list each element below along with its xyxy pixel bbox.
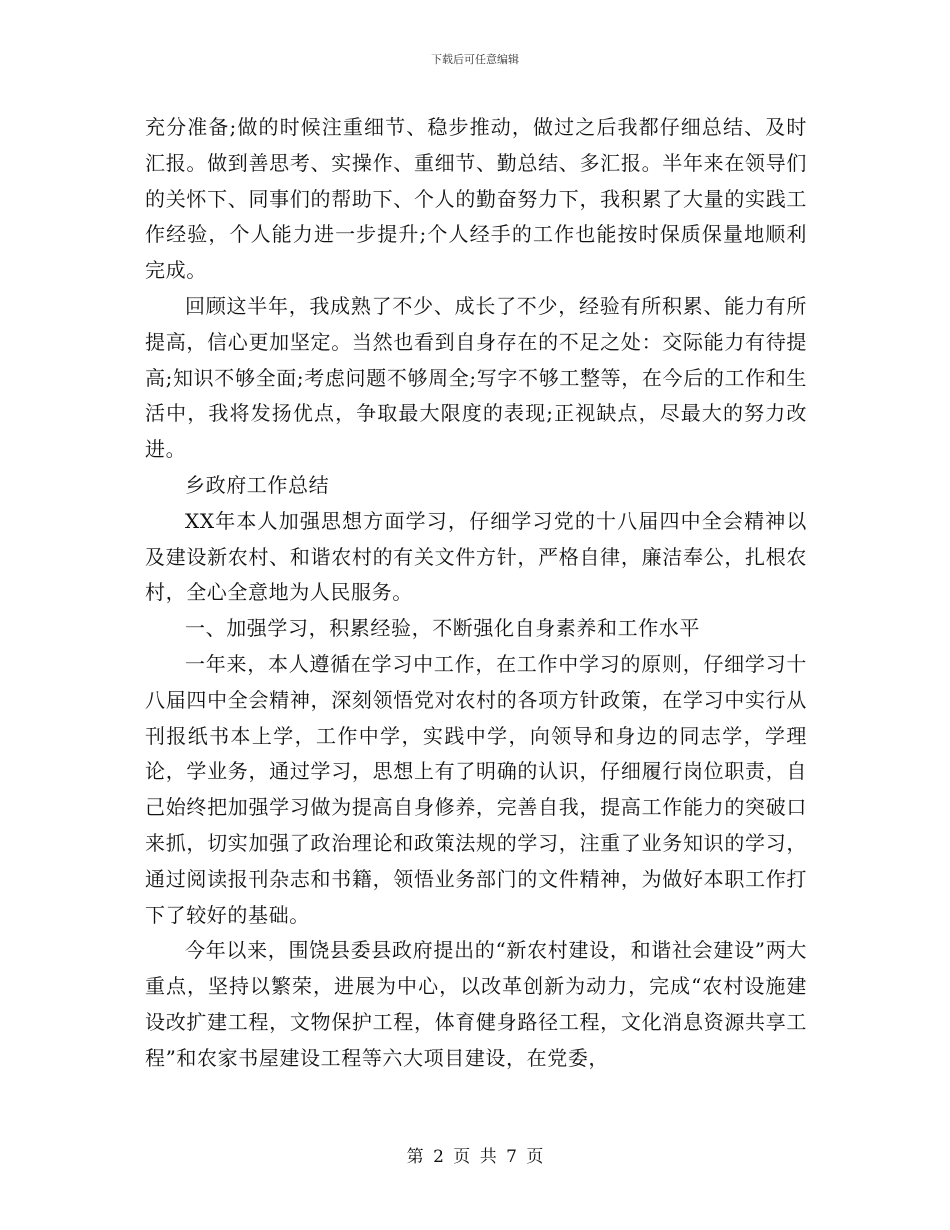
section-heading-1: 一、加强学习，积累经验，不断强化自身素养和工作水平 (185, 616, 700, 641)
paragraph-study: 一年来，本人遵循在学习中工作，在工作中学习的原则，仔细学习十八届四中全会精神，深刻领悟党对农村的各项方针政策，在学习中实行从刊报纸书本上学，工作中学，实践中学，向领导和身边的同志学，学理论，学业务，通过学习，思想上有了明确的认识，仔细履行岗位职责，自己始终把加强学习做为提高自身修养，完善自我，提高工作能力的突破口来抓，切实加强了政治理论和政策法规的学习，注重了业务知识的学习，通过阅读报刊杂志和书籍，领悟业务部门的文件精神，为做好本职工作打下了较好的基础。 (145, 651, 807, 927)
paragraph-review: 回顾这半年，我成熟了不少、成长了不少，经验有所积累、能力有所提高，信心更加坚定。当然也看到自身存在的不足之处：交际能力有待提高;知识不够全面;考虑问题不够周全;写字不够工整等，在今后的工作和生活中，我将发扬优点，争取最大限度的表现;正视缺点，尽最大的努力改进。 (145, 293, 807, 462)
section-title: 乡政府工作总结 (185, 472, 330, 497)
document-body (145, 110, 807, 1077)
page-header: 下载后可任意编辑 (431, 53, 519, 66)
paragraph-projects: 今年以来，围饶县委县政府提出的“新农村建设，和谐社会建设”两大重点，坚持以繁荣，进展为中心，以改革创新为动力，完成“农村设施建设改扩建工程，文物保护工程，体育健身路径工程，文化消息资源共享工程”和农家书屋建设工程等六大项目建设，在党委， (145, 938, 807, 1070)
page-number: 第 2 页 共 7 页 (406, 1147, 544, 1167)
paragraph-continuation: 充分准备;做的时候注重细节、稳步推动，做过之后我都仔细总结、及时汇报。做到善思考、实操作、重细节、勤总结、多汇报。半年来在领导们的关怀下、同事们的帮助下、个人的勤奋努力下，我积累了大量的实践工作经验，个人能力进一步提升;个人经手的工作也能按时保质保量地顺利完成。 (145, 115, 807, 283)
paragraph-intro: XX年本人加强思想方面学习，仔细学习党的十八届四中全会精神以及建设新农村、和谐农村的有关文件方针，严格自律，廉洁奉公，扎根农村，全心全意地为人民服务。 (145, 508, 807, 605)
